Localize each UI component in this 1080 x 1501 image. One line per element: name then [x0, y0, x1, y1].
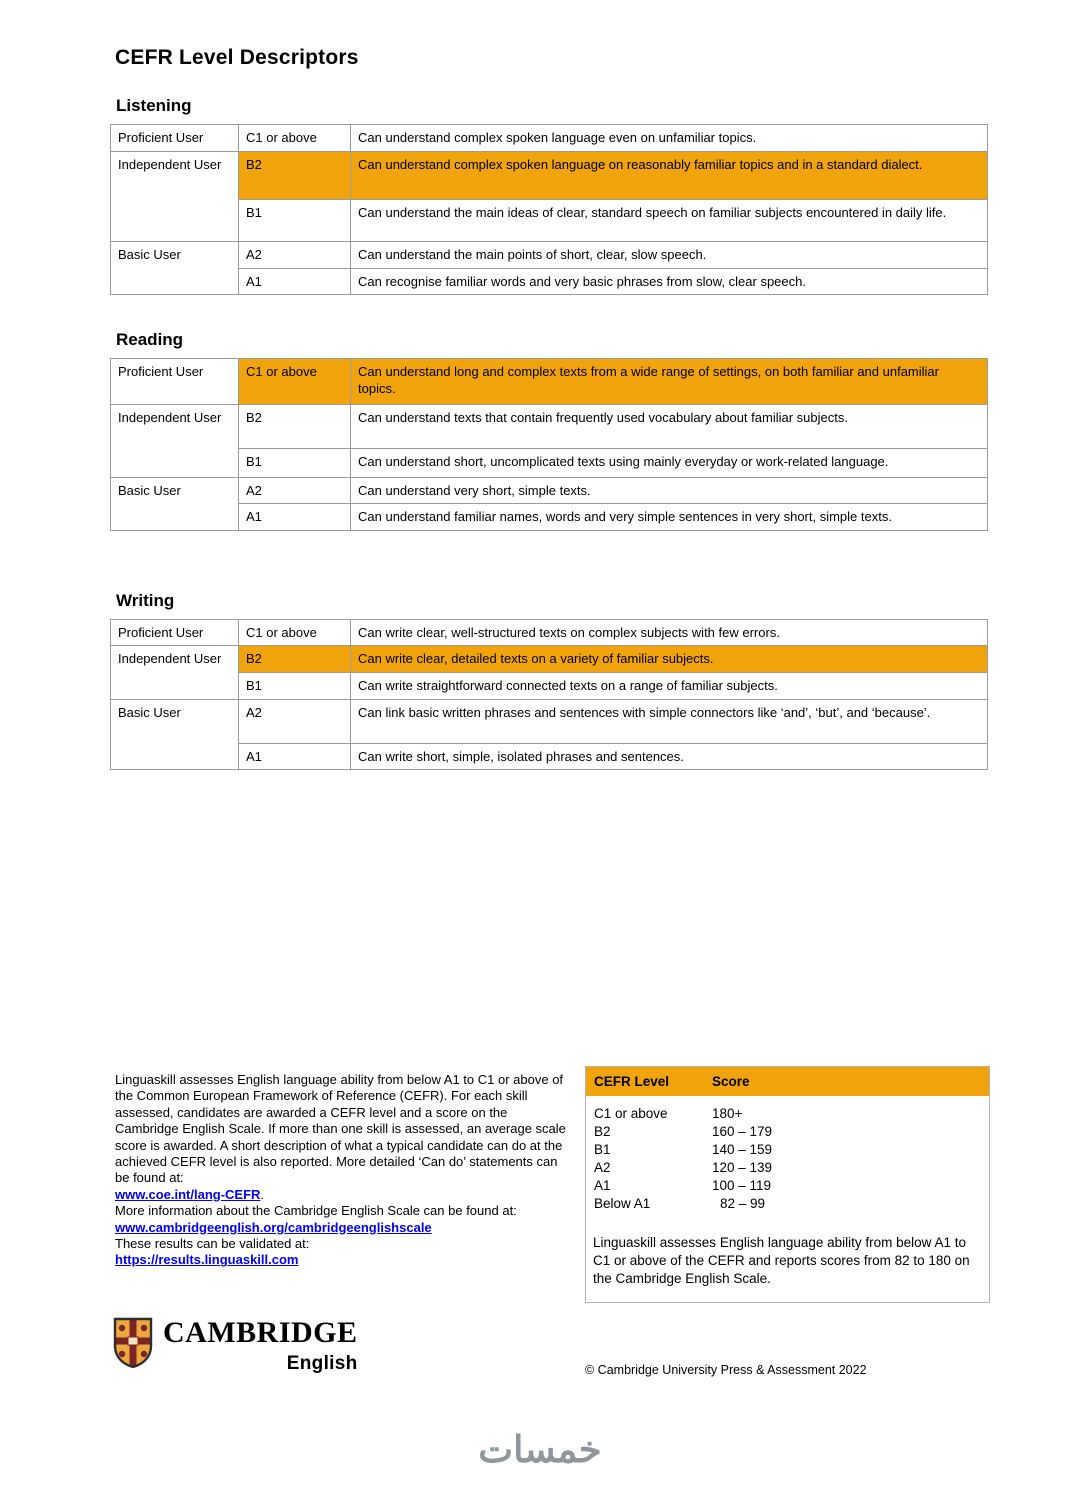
table-row: [111, 200, 988, 242]
footer-link-line: [115, 1252, 567, 1268]
level-cell: A1: [239, 504, 351, 531]
description-cell: Can understand complex spoken language even on unfamiliar topics.: [351, 125, 988, 152]
description-cell: Can recognise familiar words and very basic phrases from slow, clear speech.: [351, 269, 988, 295]
level-cell: B1: [239, 673, 351, 700]
score-value: 160 – 179: [712, 1123, 773, 1139]
score-level: B2: [594, 1123, 611, 1139]
footer-paragraph: These results can be validated at:: [115, 1236, 310, 1252]
description-cell: Can understand very short, simple texts.: [351, 478, 988, 504]
reading-section: [110, 330, 988, 531]
page-title: CEFR Level Descriptors: [115, 46, 359, 69]
description-cell: Can write clear, well-structured texts on complex subjects with few errors.: [351, 620, 988, 646]
writing-heading: Writing: [116, 591, 175, 610]
category-cell: Independent User: [111, 152, 239, 242]
description-cell: Can understand familiar names, words and very simple sentences in very short, simple texts.: [351, 504, 988, 531]
score-rows: [586, 1096, 989, 1212]
logo-text: [163, 1316, 358, 1375]
description-cell: Can link basic written phrases and sentences with simple connectors like ‘and’, ‘but’, and ‘because’.: [351, 700, 988, 744]
score-value: 140 – 159: [712, 1141, 773, 1157]
category-cell: Proficient User: [111, 125, 239, 152]
level-cell: A2: [239, 478, 351, 504]
footer-paragraph: Linguaskill assesses English language ability from below A1 to C1 or above of the Common European Framework of Reference (CEFR). For each skill assessed, candidates are awarded a CEFR level and a score on the Cambridge English Scale. If more than one skill is assessed, an average scale score is awarded. A short description of what a typical candidate can do at the achieved CEFR level is also reported. More detailed ‘Can do’ statements can be found at:: [115, 1072, 566, 1186]
score-level: A2: [594, 1159, 611, 1175]
level-cell-highlighted: B2: [239, 646, 351, 673]
description-cell-highlighted: Can understand long and complex texts from a wide range of settings, on both familiar and unfamiliar topics.: [351, 359, 988, 405]
score-header-level: CEFR Level: [594, 1074, 670, 1089]
description-cell: Can understand the main ideas of clear, standard speech on familiar subjects encountered in daily life.: [351, 200, 988, 242]
level-cell: B1: [239, 449, 351, 478]
table-row: [111, 744, 988, 770]
category-cell: Independent User: [111, 405, 239, 478]
score-value: 180+: [712, 1105, 743, 1121]
level-cell: A2: [239, 700, 351, 744]
category-cell: Basic User: [111, 700, 239, 770]
category-cell: Basic User: [111, 478, 239, 531]
level-cell: C1 or above: [239, 125, 351, 152]
logo-cambridge-text: CAMBRIDGE: [163, 1316, 358, 1349]
level-cell-highlighted: C1 or above: [239, 359, 351, 405]
description-cell-highlighted: Can understand complex spoken language on reasonably familiar topics and in a standard dialect.: [351, 152, 988, 200]
score-level: C1 or above: [594, 1105, 668, 1121]
level-cell: B1: [239, 200, 351, 242]
table-row: [111, 152, 988, 200]
table-row: [111, 359, 988, 405]
table-row: [111, 449, 988, 478]
score-level: B1: [594, 1141, 611, 1157]
score-row: [586, 1194, 989, 1212]
score-table-header: [586, 1067, 989, 1096]
category-cell: Proficient User: [111, 359, 239, 405]
copyright-text: © Cambridge University Press & Assessment 2022: [585, 1363, 867, 1377]
listening-heading: Listening: [116, 96, 192, 115]
link-punctuation: .: [260, 1186, 265, 1202]
score-header-score: Score: [712, 1074, 750, 1089]
description-cell: Can understand texts that contain frequently used vocabulary about familiar subjects.: [351, 405, 988, 449]
score-note: Linguaskill assesses English language ability from below A1 to C1 or above of the CEFR and reports scores from 82 to 180 on the Cambridge English Scale.: [593, 1235, 970, 1286]
level-cell: A2: [239, 242, 351, 269]
score-row: [586, 1122, 989, 1140]
description-cell: Can write short, simple, isolated phrases and sentences.: [351, 744, 988, 770]
category-cell: Basic User: [111, 242, 239, 295]
footer-link-line: [115, 1187, 567, 1203]
level-cell-highlighted: B2: [239, 152, 351, 200]
level-cell: A1: [239, 269, 351, 295]
listening-table: [110, 124, 988, 295]
table-row: [111, 504, 988, 531]
watermark-text: خمسات: [478, 1429, 602, 1470]
cambridge-scale-link[interactable]: www.cambridgeenglish.org/cambridgeenglishscale: [115, 1219, 432, 1235]
reading-heading: Reading: [116, 330, 184, 349]
reading-table: [110, 358, 988, 531]
score-value: 100 – 119: [712, 1177, 772, 1193]
description-cell: Can understand short, uncomplicated texts using mainly everyday or work-related language.: [351, 449, 988, 478]
score-level: Below A1: [594, 1195, 651, 1211]
score-row: [586, 1158, 989, 1176]
level-cell: B2: [239, 405, 351, 449]
category-cell: Independent User: [111, 646, 239, 700]
table-row: [111, 673, 988, 700]
logo-english-text: English: [286, 1353, 358, 1374]
table-row: [111, 269, 988, 295]
table-row: [111, 620, 988, 646]
listening-section: [110, 96, 988, 295]
cambridge-shield-icon: [112, 1316, 154, 1370]
table-row: [111, 125, 988, 152]
score-value: 82 – 99: [720, 1195, 766, 1211]
score-level: A1: [594, 1177, 611, 1193]
writing-section: [110, 591, 988, 770]
description-cell: Can understand the main points of short, clear, slow speech.: [351, 242, 988, 269]
score-row: [586, 1104, 989, 1122]
table-row: [111, 478, 988, 504]
table-row: [111, 646, 988, 673]
score-table: [585, 1066, 990, 1303]
writing-table: [110, 619, 988, 770]
coe-cefr-link[interactable]: www.coe.int/lang-CEFR: [115, 1186, 261, 1202]
level-cell: A1: [239, 744, 351, 770]
description-cell: Can write straightforward connected texts on a range of familiar subjects.: [351, 673, 988, 700]
table-row: [111, 700, 988, 744]
level-cell: C1 or above: [239, 620, 351, 646]
description-cell-highlighted: Can write clear, detailed texts on a variety of familiar subjects.: [351, 646, 988, 673]
footer-paragraph: More information about the Cambridge English Scale can be found at:: [115, 1203, 517, 1219]
footer-explanation: [115, 1072, 567, 1269]
score-row: [586, 1176, 989, 1194]
results-validation-link[interactable]: https://results.linguaskill.com: [115, 1252, 299, 1268]
table-row: [111, 405, 988, 449]
score-value: 120 – 139: [712, 1159, 773, 1175]
score-row: [586, 1140, 989, 1158]
footer-link-line: [115, 1220, 567, 1236]
cambridge-logo: [112, 1316, 358, 1375]
table-row: [111, 242, 988, 269]
category-cell: Proficient User: [111, 620, 239, 646]
